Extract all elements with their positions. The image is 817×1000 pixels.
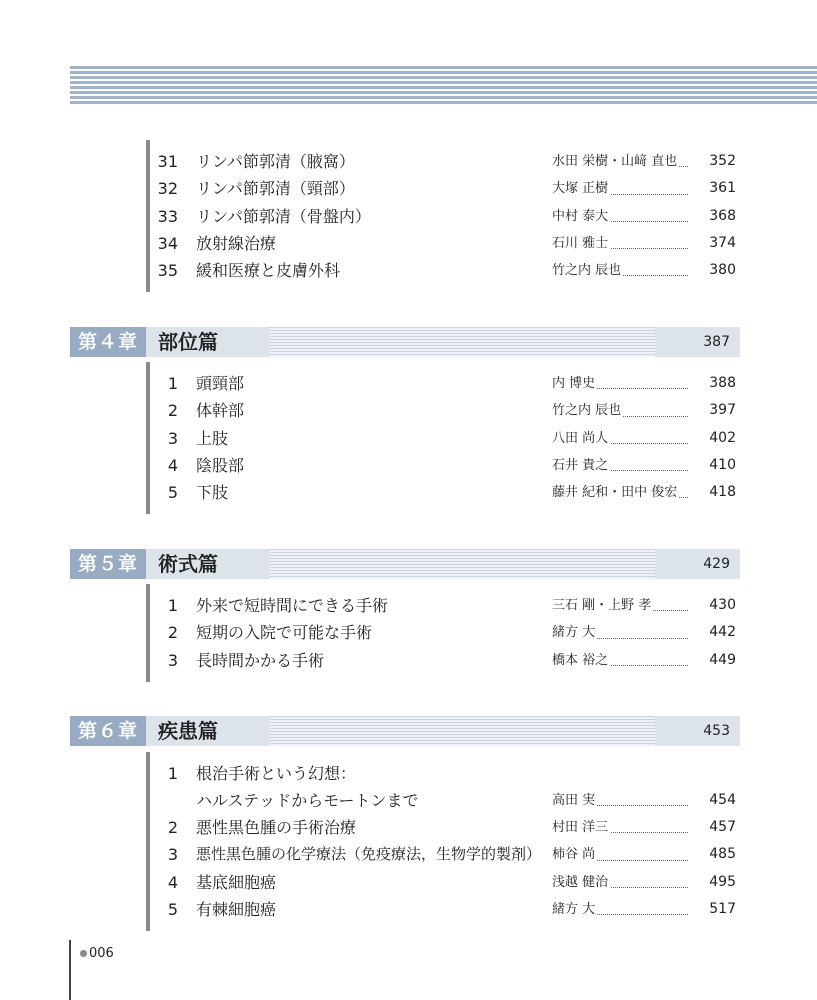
entry-page: 374 bbox=[709, 234, 736, 251]
toc-entry[interactable] bbox=[146, 148, 746, 175]
chapter-label: 第４章 bbox=[70, 327, 146, 357]
entry-author-leader bbox=[552, 479, 688, 506]
toc-entry[interactable] bbox=[146, 203, 746, 230]
entry-page: 402 bbox=[709, 429, 736, 446]
chapter-4-item-list bbox=[146, 370, 746, 506]
toc-entry[interactable] bbox=[146, 869, 746, 896]
toc-entry[interactable] bbox=[146, 425, 746, 452]
entry-author: 柿谷 尚 bbox=[552, 847, 596, 863]
entry-number: 3 bbox=[167, 428, 178, 448]
page-footer bbox=[80, 946, 114, 961]
entry-author-leader bbox=[552, 869, 688, 896]
bullet-icon bbox=[80, 950, 87, 957]
chapter-page: 429 bbox=[703, 556, 730, 572]
entry-author: 竹之内 辰也 bbox=[552, 403, 622, 419]
entry-number: 1 bbox=[167, 374, 178, 393]
entry-author-leader bbox=[552, 148, 688, 175]
entry-title: 長時間かかる手術 bbox=[196, 650, 325, 670]
entry-title: リンパ節郭清（骨盤内） bbox=[196, 206, 371, 226]
toc-entry[interactable] bbox=[146, 452, 746, 479]
entry-title: 悪性黒色腫の化学療法（免疫療法，生物学的製剤） bbox=[196, 845, 542, 864]
entry-author-leader bbox=[552, 203, 688, 230]
entry-title: 外来で短時間にできる手術 bbox=[196, 596, 389, 615]
entry-page: 430 bbox=[709, 597, 736, 613]
entry-author-leader bbox=[552, 814, 688, 841]
chapter-6-header[interactable] bbox=[70, 716, 740, 746]
entry-page: 352 bbox=[709, 153, 736, 169]
entry-author-leader bbox=[552, 787, 688, 814]
toc-entry[interactable] bbox=[146, 230, 746, 257]
toc-entry[interactable] bbox=[146, 619, 746, 646]
chapter-3-item-list bbox=[146, 148, 746, 284]
entry-author: 内 博史 bbox=[552, 376, 596, 391]
entry-number: 1 bbox=[167, 596, 178, 615]
entry-author-leader bbox=[552, 896, 688, 923]
entry-page: 397 bbox=[709, 402, 736, 419]
chapter-title: 部位篇 bbox=[158, 330, 218, 354]
toc-entry[interactable] bbox=[146, 479, 746, 506]
entry-number: 33 bbox=[157, 206, 178, 226]
entry-number: 35 bbox=[157, 261, 178, 281]
entry-author-leader bbox=[552, 425, 688, 452]
chapter-page: 453 bbox=[703, 723, 730, 739]
entry-number: 32 bbox=[157, 179, 178, 199]
entry-author: 水田 栄樹・山﨑 直也 bbox=[552, 154, 678, 169]
entry-number: 31 bbox=[157, 152, 178, 171]
entry-number: 5 bbox=[167, 483, 178, 503]
entry-author: 村田 洋三 bbox=[552, 820, 609, 835]
toc-entry[interactable] bbox=[146, 175, 746, 202]
entry-page: 485 bbox=[709, 846, 736, 863]
toc-entry[interactable] bbox=[146, 896, 746, 923]
entry-page: 457 bbox=[709, 819, 736, 835]
entry-author-leader bbox=[552, 592, 688, 619]
toc-entry[interactable] bbox=[146, 760, 746, 814]
entry-author: 石井 貴之 bbox=[552, 457, 609, 473]
entry-title: 陰股部 bbox=[196, 455, 245, 475]
entry-author-leader bbox=[552, 230, 688, 257]
entry-title: 頭頸部 bbox=[196, 374, 245, 393]
chapter-stripes bbox=[270, 716, 655, 746]
toc-entry[interactable] bbox=[146, 814, 746, 841]
entry-title: リンパ節郭清（腋窩） bbox=[196, 152, 355, 171]
chapter-6-item-list bbox=[146, 760, 746, 923]
chapter-label: 第６章 bbox=[70, 716, 146, 746]
entry-number: 4 bbox=[167, 455, 178, 475]
entry-author-leader bbox=[552, 397, 688, 424]
entry-author-leader bbox=[552, 647, 688, 674]
entry-title: 緩和医療と皮膚外科 bbox=[196, 261, 341, 281]
entry-title: 下肢 bbox=[196, 483, 229, 503]
toc-entry[interactable] bbox=[146, 841, 746, 868]
chapter-stripes bbox=[270, 549, 655, 579]
entry-author: 高田 実 bbox=[552, 793, 596, 808]
entry-author: 三石 剛・上野 孝 bbox=[552, 598, 652, 613]
chapter-label: 第５章 bbox=[70, 549, 146, 579]
entry-author-leader bbox=[552, 370, 688, 397]
entry-author: 緒方 大 bbox=[552, 901, 596, 917]
entry-title: 有棘細胞癌 bbox=[196, 899, 277, 919]
entry-number: 2 bbox=[167, 818, 178, 837]
entry-number: 3 bbox=[167, 650, 178, 670]
entry-author-leader bbox=[552, 257, 688, 284]
entry-page: 442 bbox=[709, 624, 736, 641]
entry-author: 大塚 正樹 bbox=[552, 181, 609, 197]
chapter-stripes bbox=[270, 327, 655, 357]
entry-page: 368 bbox=[709, 207, 736, 224]
entry-title: 根治手術という幻想： bbox=[196, 764, 357, 783]
entry-title: 悪性黒色腫の手術治療 bbox=[196, 818, 357, 837]
entry-title: 放射線治療 bbox=[196, 233, 277, 253]
chapter-5-header[interactable] bbox=[70, 549, 740, 579]
toc-entry[interactable] bbox=[146, 397, 746, 424]
entry-page: 495 bbox=[709, 873, 736, 890]
entry-author-leader bbox=[552, 175, 688, 202]
chapter-page: 387 bbox=[703, 334, 730, 350]
toc-entry[interactable] bbox=[146, 370, 746, 397]
entry-page: 517 bbox=[709, 900, 736, 917]
chapter-4-header[interactable] bbox=[70, 327, 740, 357]
entry-title: 基底細胞癌 bbox=[196, 872, 277, 892]
entry-title-block bbox=[196, 760, 419, 814]
entry-author: 竹之内 辰也 bbox=[552, 263, 622, 279]
entry-author-leader bbox=[552, 841, 688, 868]
entry-author: 藤井 紀和・田中 俊宏 bbox=[552, 485, 678, 501]
chapter-title: 疾患篇 bbox=[158, 719, 218, 743]
entry-number: 2 bbox=[167, 401, 178, 421]
entry-author: 八田 尚人 bbox=[552, 430, 609, 446]
entry-author-leader bbox=[552, 452, 688, 479]
footer-rule bbox=[69, 940, 71, 1000]
chapter-5-item-list bbox=[146, 592, 746, 674]
entry-title: 上肢 bbox=[196, 428, 229, 448]
toc-entry[interactable] bbox=[146, 647, 746, 674]
chapter-title: 術式篇 bbox=[158, 552, 218, 576]
entry-number: 3 bbox=[167, 845, 178, 865]
entry-page: 418 bbox=[709, 484, 736, 501]
entry-page: 361 bbox=[709, 180, 736, 197]
entry-subtitle: ハルステッドからモートンまで bbox=[196, 791, 419, 810]
entry-page: 388 bbox=[709, 375, 736, 391]
entry-number: 34 bbox=[157, 233, 178, 253]
entry-author: 中村 泰大 bbox=[552, 208, 609, 224]
entry-title: 体幹部 bbox=[196, 401, 245, 421]
toc-entry[interactable] bbox=[146, 257, 746, 284]
entry-page: 380 bbox=[709, 262, 736, 279]
entry-author: 石川 雅士 bbox=[552, 235, 609, 251]
entry-title: リンパ節郭清（頸部） bbox=[196, 179, 355, 199]
entry-page: 454 bbox=[709, 792, 736, 808]
entry-number: 2 bbox=[167, 623, 178, 643]
entry-author: 緒方 大 bbox=[552, 625, 596, 641]
page-number: 006 bbox=[89, 946, 114, 961]
entry-title: 短期の入院で可能な手術 bbox=[196, 623, 373, 643]
toc-entry[interactable] bbox=[146, 592, 746, 619]
entry-author-leader bbox=[552, 619, 688, 646]
entry-number: 1 bbox=[167, 764, 178, 783]
entry-author: 橋本 裕之 bbox=[552, 652, 609, 668]
entry-page: 449 bbox=[709, 651, 736, 668]
entry-number: 4 bbox=[167, 872, 178, 892]
entry-page: 410 bbox=[709, 456, 736, 473]
header-stripe-band bbox=[70, 66, 817, 104]
entry-author: 浅越 健治 bbox=[552, 874, 609, 890]
entry-number: 5 bbox=[167, 899, 178, 919]
